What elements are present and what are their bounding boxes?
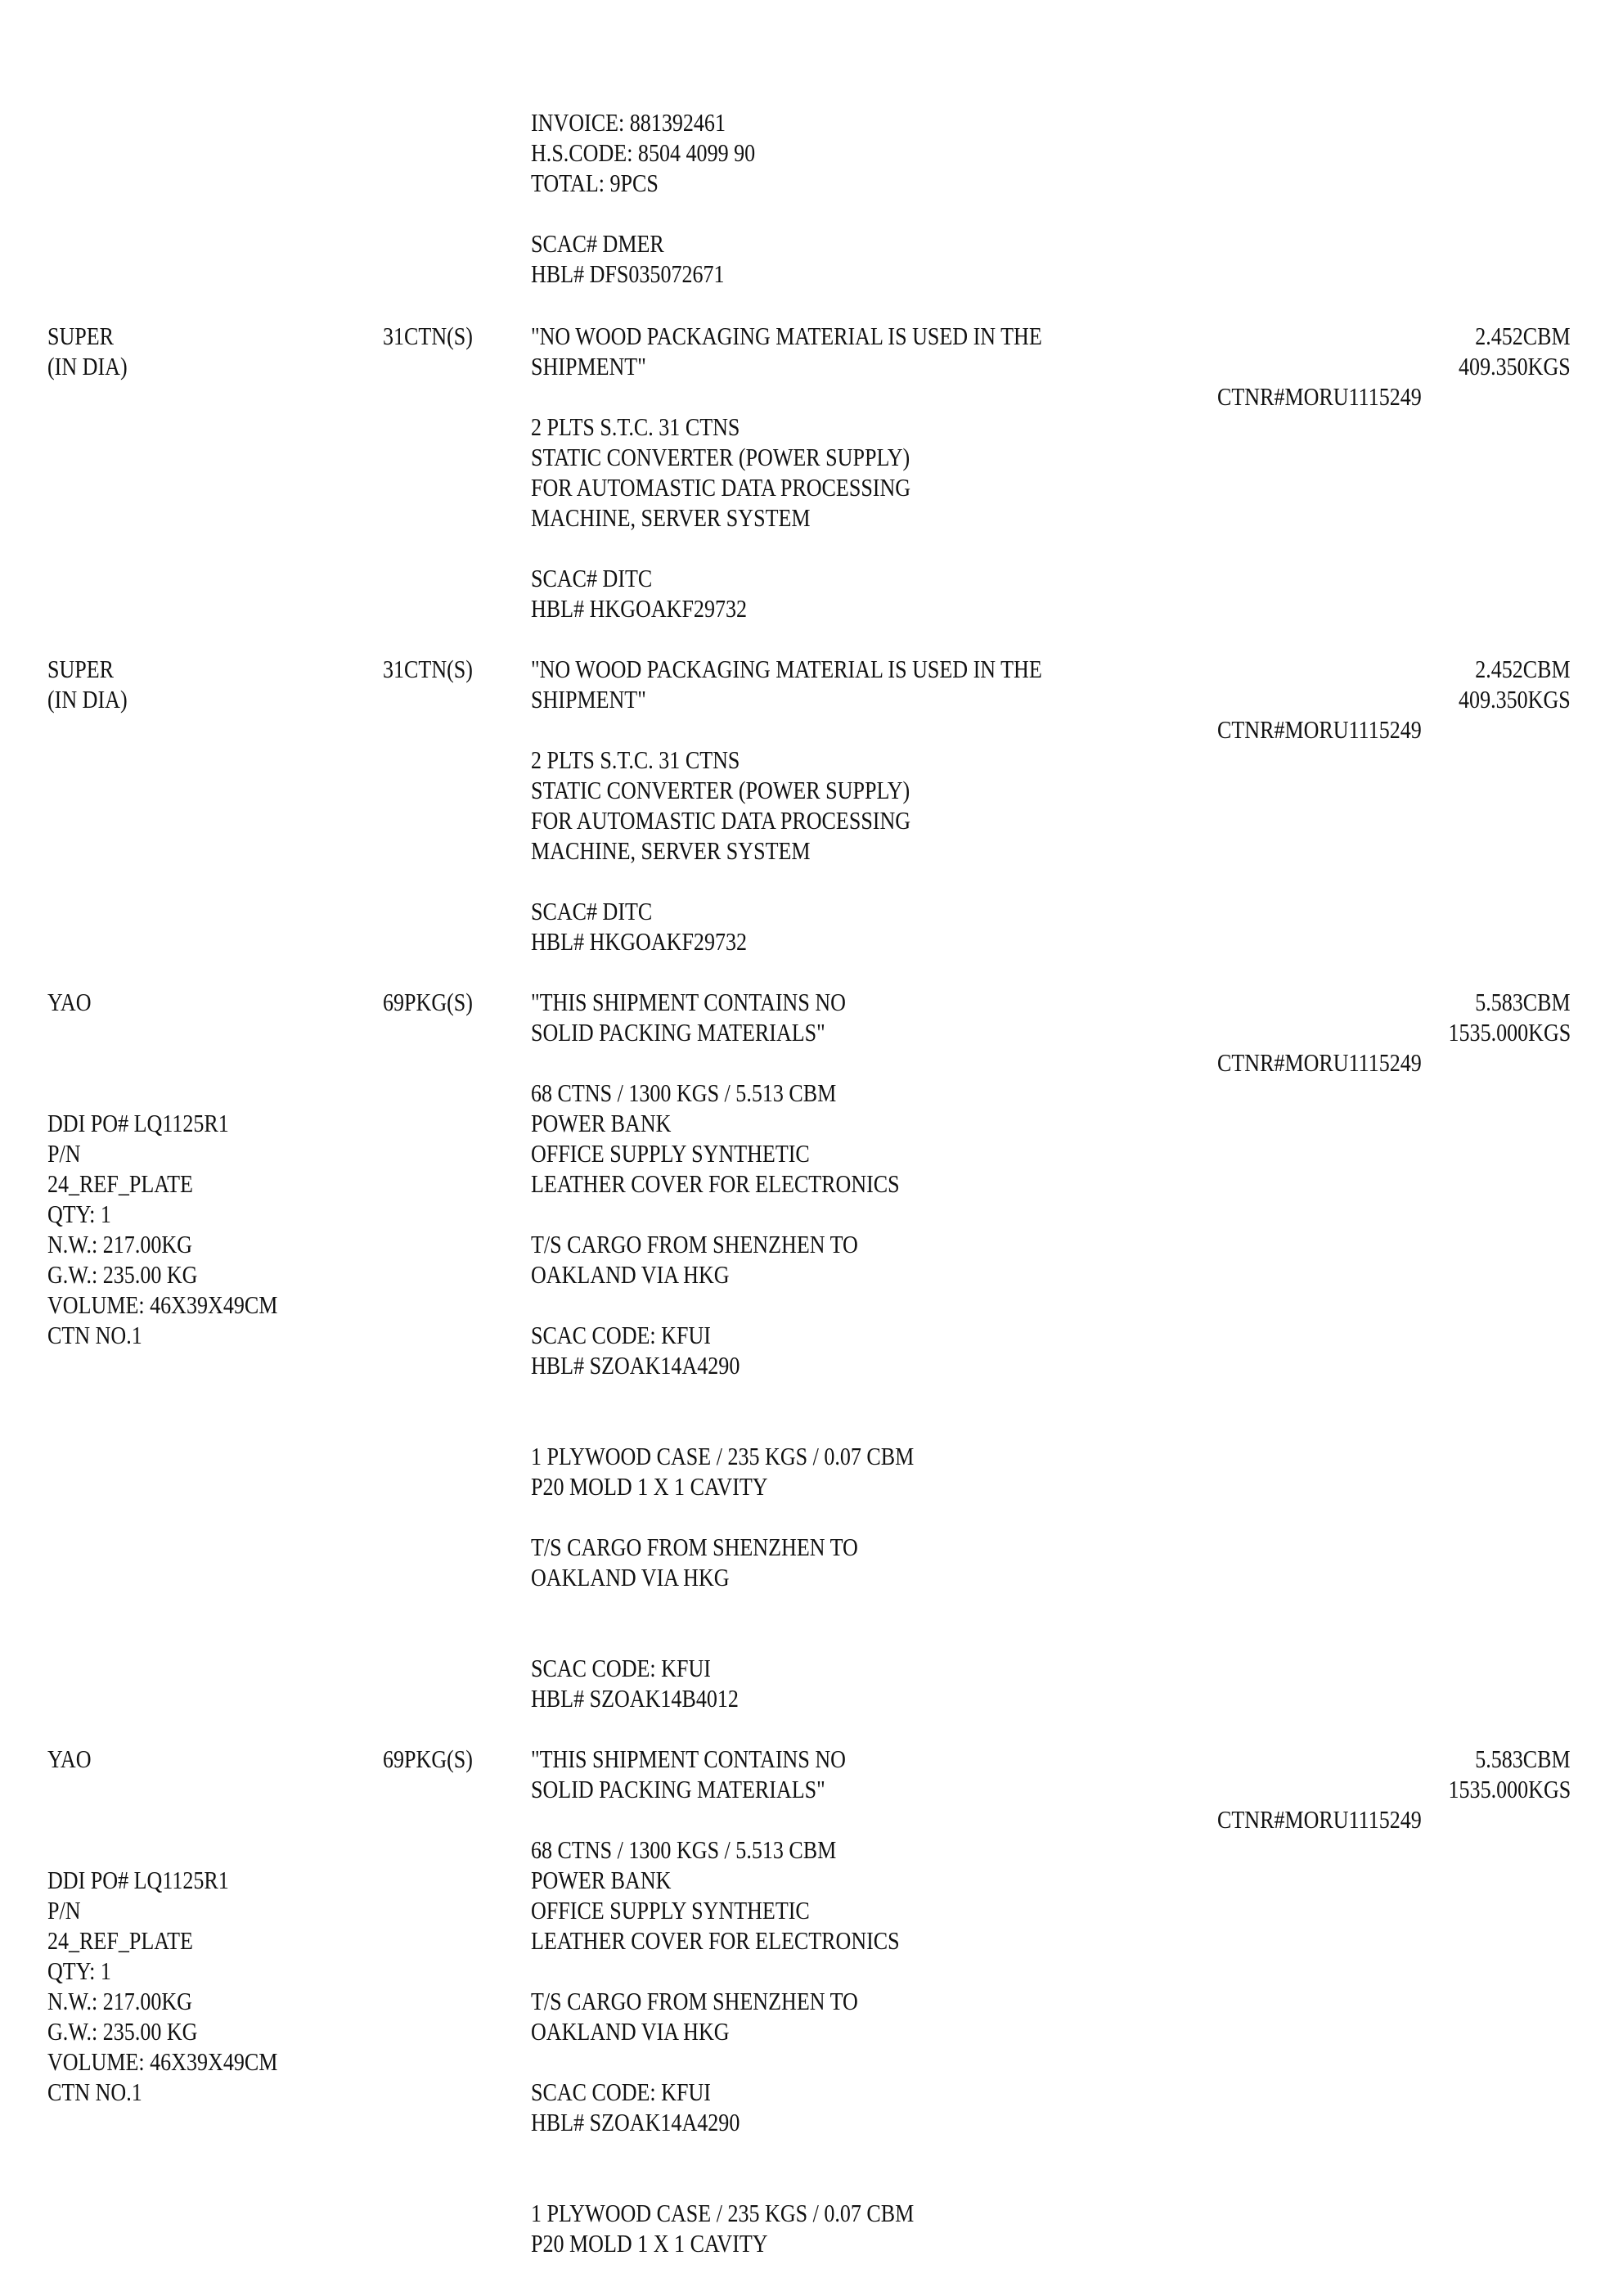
shipping-mark: (IN DIA) bbox=[47, 685, 128, 714]
description-line: FOR AUTOMASTIC DATA PROCESSING bbox=[531, 473, 911, 502]
description-line: MACHINE, SERVER SYSTEM bbox=[531, 836, 811, 865]
hs-code: H.S.CODE: 8504 4099 90 bbox=[531, 138, 756, 167]
description-line: STATIC CONVERTER (POWER SUPPLY) bbox=[531, 443, 910, 471]
description-line: SCAC# DITC bbox=[531, 564, 653, 592]
volume-cbm: 2.452CBM bbox=[1475, 322, 1571, 350]
shipping-mark: VOLUME: 46X39X49CM bbox=[47, 1290, 278, 1319]
description-line: OAKLAND VIA HKG bbox=[531, 1563, 730, 1591]
description-line: OFFICE SUPPLY SYNTHETIC bbox=[531, 1896, 810, 1925]
shipping-mark: N.W.: 217.00KG bbox=[47, 1987, 192, 2015]
shipping-mark: CTN NO.1 bbox=[47, 2078, 142, 2106]
description-line: STATIC CONVERTER (POWER SUPPLY) bbox=[531, 776, 910, 804]
shipping-mark: N.W.: 217.00KG bbox=[47, 1230, 192, 1258]
invoice-number: INVOICE: 881392461 bbox=[531, 108, 726, 137]
container-number: CTNR#MORU1115249 bbox=[1217, 1805, 1422, 1834]
shipping-mark: QTY: 1 bbox=[47, 1200, 111, 1228]
description-line: LEATHER COVER FOR ELECTRONICS bbox=[531, 1926, 900, 1955]
description-line: OAKLAND VIA HKG bbox=[531, 2017, 730, 2046]
description-line: POWER BANK bbox=[531, 1109, 672, 1137]
description-line: "NO WOOD PACKAGING MATERIAL IS USED IN THE bbox=[531, 655, 1042, 683]
description-line: P20 MOLD 1 X 1 CAVITY bbox=[531, 2229, 768, 2258]
description-line: HBL# HKGOAKF29732 bbox=[531, 927, 748, 956]
description-line: HBL# SZOAK14A4290 bbox=[531, 1351, 740, 1380]
description-line: T/S CARGO FROM SHENZHEN TO bbox=[531, 1230, 858, 1258]
shipping-mark: G.W.: 235.00 KG bbox=[47, 1260, 198, 1289]
package-count: 31CTN(S) bbox=[383, 322, 473, 350]
shipping-mark: YAO bbox=[47, 988, 92, 1016]
weight-kgs: 1535.000KGS bbox=[1448, 1018, 1571, 1047]
shipping-mark: YAO bbox=[47, 1745, 92, 1773]
weight-kgs: 409.350KGS bbox=[1459, 352, 1571, 380]
description-line: HBL# HKGOAKF29732 bbox=[531, 594, 748, 623]
volume-cbm: 2.452CBM bbox=[1475, 655, 1571, 683]
description-line: OFFICE SUPPLY SYNTHETIC bbox=[531, 1139, 810, 1168]
description-line: HBL# SZOAK14A4290 bbox=[531, 2108, 740, 2136]
package-count: 69PKG(S) bbox=[383, 1745, 473, 1773]
weight-kgs: 1535.000KGS bbox=[1448, 1775, 1571, 1803]
description-line: "THIS SHIPMENT CONTAINS NO bbox=[531, 1745, 846, 1773]
description-line: 1 PLYWOOD CASE / 235 KGS / 0.07 CBM bbox=[531, 2199, 915, 2227]
shipping-mark: G.W.: 235.00 KG bbox=[47, 2017, 198, 2046]
volume-cbm: 5.583CBM bbox=[1475, 988, 1571, 1016]
description-line: OAKLAND VIA HKG bbox=[531, 1260, 730, 1289]
description-line: "NO WOOD PACKAGING MATERIAL IS USED IN THE bbox=[531, 322, 1042, 350]
hbl-number: HBL# DFS035072671 bbox=[531, 259, 725, 288]
description-line: SCAC CODE: KFUI bbox=[531, 1321, 711, 1349]
container-number: CTNR#MORU1115249 bbox=[1217, 382, 1422, 411]
container-number: CTNR#MORU1115249 bbox=[1217, 1048, 1422, 1077]
package-count: 31CTN(S) bbox=[383, 655, 473, 683]
description-line: SOLID PACKING MATERIALS" bbox=[531, 1018, 825, 1047]
shipping-mark: QTY: 1 bbox=[47, 1956, 111, 1985]
description-line: SCAC# DITC bbox=[531, 897, 653, 925]
description-line: 68 CTNS / 1300 KGS / 5.513 CBM bbox=[531, 1835, 837, 1864]
shipping-mark: SUPER bbox=[47, 655, 115, 683]
scac-code: SCAC# DMER bbox=[531, 229, 664, 258]
description-line: SCAC CODE: KFUI bbox=[531, 2078, 711, 2106]
description-line: T/S CARGO FROM SHENZHEN TO bbox=[531, 1533, 858, 1561]
shipping-mark: CTN NO.1 bbox=[47, 1321, 142, 1349]
shipping-mark: DDI PO# LQ1125R1 bbox=[47, 1866, 229, 1894]
shipping-mark: P/N bbox=[47, 1896, 81, 1925]
description-line: SHIPMENT" bbox=[531, 352, 646, 380]
description-line: HBL# SZOAK14B4012 bbox=[531, 1684, 739, 1713]
weight-kgs: 409.350KGS bbox=[1459, 685, 1571, 714]
shipping-mark: (IN DIA) bbox=[47, 352, 128, 380]
description-line: P20 MOLD 1 X 1 CAVITY bbox=[531, 1472, 768, 1501]
description-line: FOR AUTOMASTIC DATA PROCESSING bbox=[531, 806, 911, 835]
description-line: SCAC CODE: KFUI bbox=[531, 1654, 711, 1682]
shipping-mark: 24_REF_PLATE bbox=[47, 1926, 193, 1955]
description-line: "THIS SHIPMENT CONTAINS NO bbox=[531, 988, 846, 1016]
shipping-mark: P/N bbox=[47, 1139, 81, 1168]
volume-cbm: 5.583CBM bbox=[1475, 1745, 1571, 1773]
container-number: CTNR#MORU1115249 bbox=[1217, 715, 1422, 744]
description-line: 1 PLYWOOD CASE / 235 KGS / 0.07 CBM bbox=[531, 1442, 915, 1470]
shipping-mark: SUPER bbox=[47, 322, 115, 350]
shipping-mark: 24_REF_PLATE bbox=[47, 1169, 193, 1198]
shipping-mark: VOLUME: 46X39X49CM bbox=[47, 2047, 278, 2076]
description-line: POWER BANK bbox=[531, 1866, 672, 1894]
description-line: 2 PLTS S.T.C. 31 CTNS bbox=[531, 745, 740, 774]
total-pieces: TOTAL: 9PCS bbox=[531, 169, 659, 197]
description-line: MACHINE, SERVER SYSTEM bbox=[531, 503, 811, 532]
description-line: 2 PLTS S.T.C. 31 CTNS bbox=[531, 412, 740, 441]
description-line: SOLID PACKING MATERIALS" bbox=[531, 1775, 825, 1803]
description-line: SHIPMENT" bbox=[531, 685, 646, 714]
description-line: 68 CTNS / 1300 KGS / 5.513 CBM bbox=[531, 1078, 837, 1107]
description-line: T/S CARGO FROM SHENZHEN TO bbox=[531, 1987, 858, 2015]
shipping-mark: DDI PO# LQ1125R1 bbox=[47, 1109, 229, 1137]
description-line: LEATHER COVER FOR ELECTRONICS bbox=[531, 1169, 900, 1198]
package-count: 69PKG(S) bbox=[383, 988, 473, 1016]
